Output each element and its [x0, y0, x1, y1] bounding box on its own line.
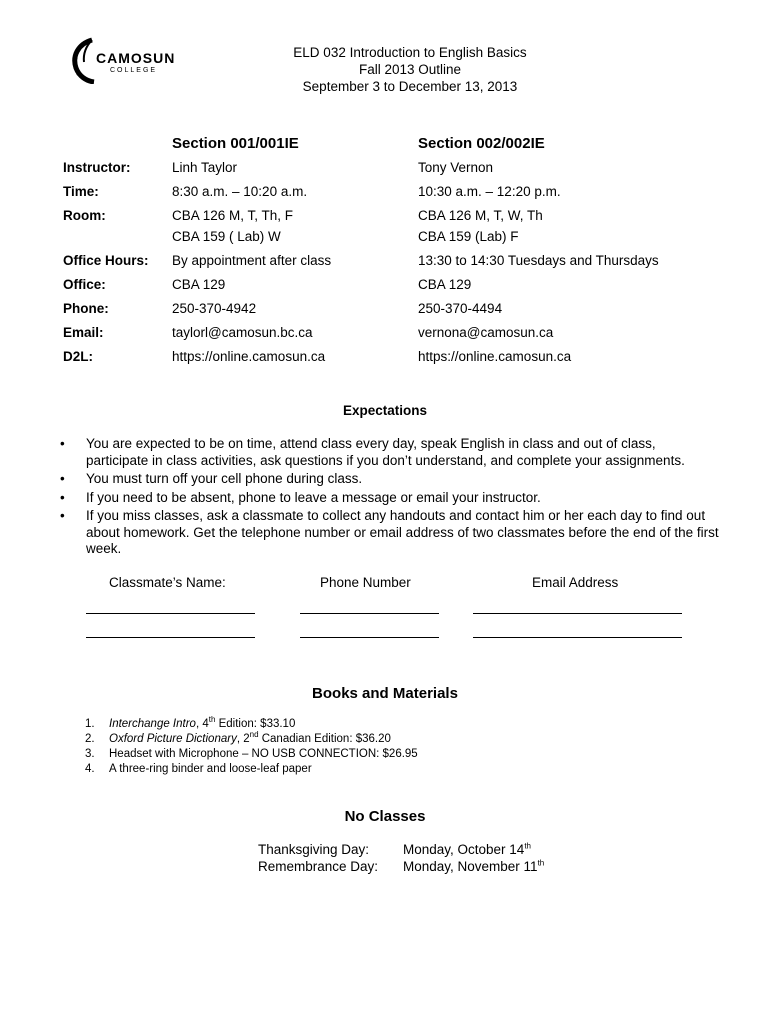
list-item: 2. Oxford Picture Dictionary, 2nd Canadian Edition: $36.20 [85, 730, 391, 745]
lab-room-1: CBA 159 ( Lab) W [172, 229, 281, 244]
term: Fall 2013 Outline [358, 62, 462, 77]
list-item: • You are expected to be on time, attend class every day, speak English in class and out of class, participate in class activities, ask questions if you don’t understand, and complete your assignments. [60, 436, 685, 468]
email-address-header: Email Address [532, 575, 619, 590]
logo-subtitle: COLLEGE [110, 67, 158, 74]
label-d2l: D2L: [63, 349, 93, 364]
phone-number-line-2[interactable] [300, 637, 439, 638]
phone-1: 250-370-4942 [172, 301, 257, 316]
list-item: 4. A three-ring binder and loose-leaf paper [85, 763, 312, 775]
books-list [85, 717, 418, 777]
email-address-line-2[interactable] [473, 637, 682, 638]
label-email: Email: [63, 325, 104, 340]
list-item: • If you miss classes, ask a classmate to collect any handouts and contact him or her each day to find out about homework. Get the telephone number or email address of two classmates before the end of the first week. [60, 508, 719, 556]
date-range: September 3 to December 13, 2013 [302, 79, 518, 94]
instructor-2: Tony Vernon [418, 160, 494, 175]
document-header [280, 44, 540, 95]
expectations-list [60, 436, 720, 560]
no-classes-title: No Classes [344, 808, 426, 825]
phone-2: 250-370-4494 [418, 301, 503, 316]
classmate-name-line-2[interactable] [86, 637, 255, 638]
books-title: Books and Materials [312, 685, 458, 702]
bullet-icon: • [60, 471, 65, 486]
label-instructor: Instructor: [63, 160, 131, 175]
section-1-title: Section 001/001IE [172, 135, 299, 152]
email-address-line-1[interactable] [473, 613, 682, 614]
holiday-date: Monday, October 14th [403, 841, 531, 857]
office-hours-2: 13:30 to 14:30 Tuesdays and Thursdays [418, 253, 659, 268]
phone-number-header: Phone Number [320, 575, 411, 590]
holiday-date: Monday, November 11th [403, 858, 545, 874]
room-1: CBA 126 M, T, Th, F [172, 208, 294, 223]
holiday-label: Thanksgiving Day: [258, 842, 370, 857]
classmate-name-header: Classmate’s Name: [109, 575, 226, 590]
d2l-2: https://online.camosun.ca [418, 349, 572, 364]
logo-name: CAMOSUN [96, 50, 176, 66]
time-2: 10:30 a.m. – 12:20 p.m. [418, 184, 561, 199]
bullet-icon: • [60, 508, 65, 523]
label-office-hours: Office Hours: [63, 253, 149, 268]
expectations-title: Expectations [342, 403, 428, 418]
classmate-name-line-1[interactable] [86, 613, 255, 614]
time-1: 8:30 a.m. – 10:20 a.m. [172, 184, 308, 199]
label-time: Time: [63, 184, 99, 199]
bullet-icon: • [60, 489, 65, 505]
list-item: 1. Interchange Intro, 4th Edition: $33.10 [85, 715, 296, 730]
label-office: Office: [63, 277, 106, 292]
holiday-label: Remembrance Day: [258, 859, 379, 874]
college-logo [70, 36, 180, 86]
course-title: ELD 032 Introduction to English Basics [293, 45, 527, 60]
lab-room-2: CBA 159 (Lab) F [418, 229, 519, 244]
bullet-icon: • [60, 436, 65, 451]
room-2: CBA 126 M, T, W, Th [418, 208, 543, 223]
list-item: • If you need to be absent, phone to leave a message or email your instructor. [60, 489, 541, 505]
d2l-1: https://online.camosun.ca [172, 349, 326, 364]
label-room: Room: [63, 208, 106, 223]
office-hours-1: By appointment after class [172, 253, 332, 268]
list-item: 3. Headset with Microphone – NO USB CONNECTION: $26.95 [85, 748, 418, 760]
email-2: vernona@camosun.ca [418, 325, 554, 340]
instructor-1: Linh Taylor [172, 160, 238, 175]
email-1: taylorl@camosun.bc.ca [172, 325, 313, 340]
list-item: • You must turn off your cell phone during class. [60, 471, 363, 486]
label-phone: Phone: [63, 301, 109, 316]
phone-number-line-1[interactable] [300, 613, 439, 614]
office-2: CBA 129 [418, 277, 472, 292]
office-1: CBA 129 [172, 277, 226, 292]
section-2-title: Section 002/002IE [418, 135, 545, 152]
